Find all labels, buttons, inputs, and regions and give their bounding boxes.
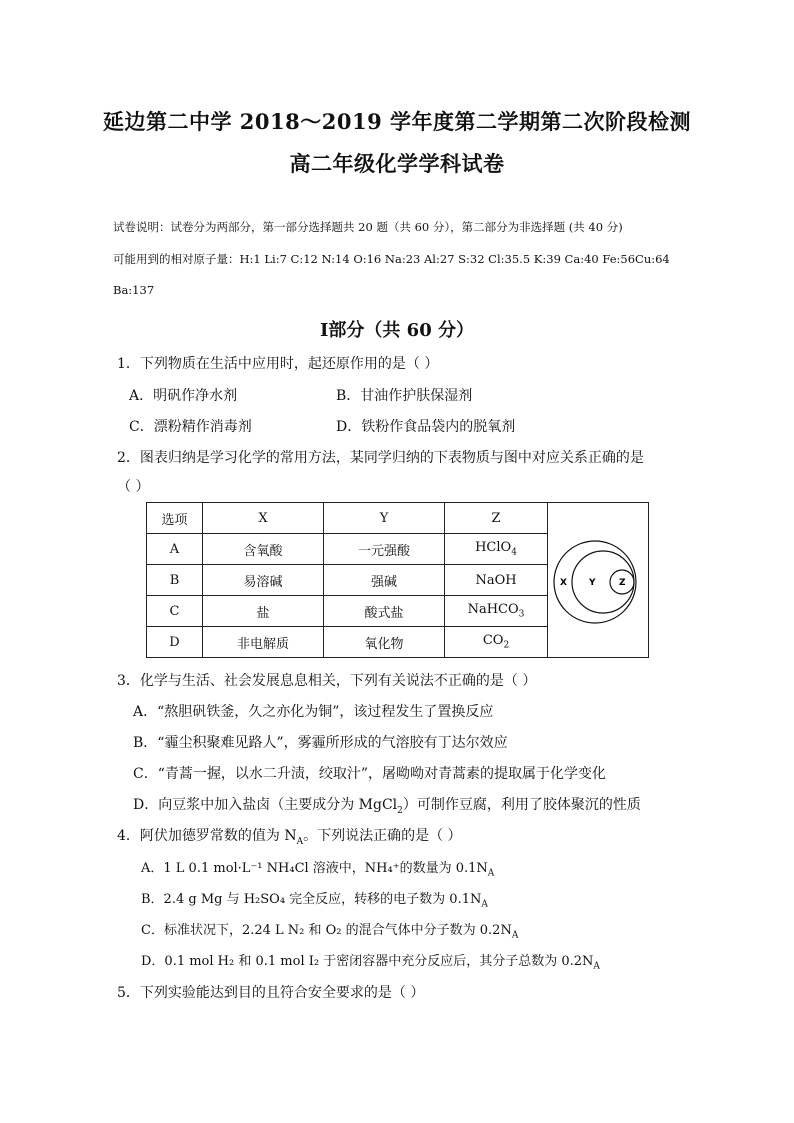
exam-instructions: 试卷说明：试卷分为两部分，第一部分选择题共 20 题（共 60 分），第二部分为非选择题 (共 40 分): [113, 220, 623, 234]
exam-title-line2: 高二年级化学学科试卷: [289, 151, 505, 176]
q4-stem: [117, 825, 462, 847]
table-cell: 氧化物: [324, 627, 445, 658]
q4-option-c-text: C．标准状况下，2.24 L N₂ 和 O₂ 的混合气体中分子数为 0.2N: [141, 923, 512, 938]
q4-option-d-text: D．0.1 mol H₂ 和 0.1 mol I₂ 于密闭容器中充分反应后，其分子总数为 0.2N: [141, 954, 594, 969]
formula: HClO: [475, 540, 512, 556]
venn-label-x: X: [560, 578, 567, 588]
q3-option-a: A．“熬胆矾铁釜，久之亦化为铜”，该过程发生了置换反应: [133, 704, 494, 720]
table-cell: D: [147, 627, 203, 658]
q4-option-a: [141, 857, 494, 879]
table-cell: [445, 534, 548, 565]
q4-option-a-text: A．1 L 0.1 mol·L⁻¹ NH₄Cl 溶液中，NH₄⁺的数量为 0.1N: [141, 861, 488, 876]
q1-option-b: B．甘油作护肤保湿剂: [336, 388, 473, 404]
formula-sub: 2: [397, 805, 403, 816]
venn-diagram: [546, 503, 645, 661]
table-cell: 盐: [203, 596, 324, 627]
table-cell: C: [147, 596, 203, 627]
q3-option-b: B．“霾尘积聚难见路人”，雾霾所形成的气溶胶有丁达尔效应: [133, 735, 508, 751]
table-header: Z: [445, 503, 548, 534]
formula: NaOH: [475, 572, 517, 588]
table-header: 选项: [147, 503, 203, 534]
q4-option-b-text: B．2.4 g Mg 与 H₂SO₄ 完全反应，转移的电子数为 0.1N: [141, 892, 482, 907]
formula-sub: A: [593, 961, 600, 972]
q2-stem-cont: （ ）: [117, 479, 150, 495]
table-cell: B: [147, 565, 203, 596]
q1-stem: 1．下列物质在生活中应用时，起还原作用的是（ ）: [117, 356, 439, 372]
table-cell: [445, 596, 548, 627]
formula-sub: 3: [518, 609, 525, 620]
exam-title-line1: 延边第二中学 2018～2019 学年度第二学期第二次阶段检测: [102, 109, 691, 134]
venn-label-z: Z: [619, 578, 626, 588]
q3-stem: 3．化学与生活、社会发展息息相关，下列有关说法不正确的是（ ）: [117, 673, 537, 689]
table-cell: 一元强酸: [324, 534, 445, 565]
q1-option-c: C．漂粉精作消毒剂: [129, 419, 252, 435]
q4-option-d: [141, 950, 600, 972]
formula: CO: [482, 633, 504, 649]
q2-stem: 2．图表归纳是学习化学的常用方法，某同学归纳的下表物质与图中对应关系正确的是: [117, 450, 644, 466]
table-header: X: [203, 503, 324, 534]
q3-option-d-pre: D．向豆浆中加入盐卤（主要成分为 MgCl: [133, 797, 398, 813]
table-header: Y: [324, 503, 445, 534]
formula-sub: A: [296, 836, 304, 847]
table-cell: 强碱: [324, 565, 445, 596]
table-cell: [445, 627, 548, 658]
table-cell: 酸式盐: [324, 596, 445, 627]
q4-option-c: [141, 919, 518, 941]
table-cell: 非电解质: [203, 627, 324, 658]
table-cell: A: [147, 534, 203, 565]
formula-sub: A: [481, 899, 488, 910]
section-title: Ⅰ部分（共 60 分）: [319, 320, 474, 341]
formula-sub: A: [511, 930, 519, 941]
q4-option-b: [141, 888, 488, 910]
atomic-masses-cont: Ba:137: [113, 283, 155, 297]
table-cell: 易溶碱: [203, 565, 324, 596]
q3-option-c: C．“青蒿一握，以水二升渍，绞取汁”，屠呦呦对青蒿素的提取属于化学变化: [133, 766, 607, 782]
q1-option-d: D．铁粉作食品袋内的脱氧剂: [336, 419, 516, 435]
formula: NaHCO: [467, 602, 519, 618]
formula-sub: 2: [503, 640, 510, 651]
q4-stem-post: 。下列说法正确的是（ ）: [303, 828, 462, 844]
table-cell: [445, 565, 548, 596]
q4-stem-pre: 4．阿伏加德罗常数的值为 N: [117, 828, 297, 844]
q1-option-a: A．明矾作净水剂: [129, 388, 238, 404]
q3-option-d: [133, 794, 641, 816]
atomic-masses: 可能用到的相对原子量：H:1 Li:7 C:12 N:14 O:16 Na:23 Al:27 S:32 Cl:35.5 K:39 Ca:40 Fe:56Cu:64: [113, 252, 670, 266]
formula-sub: A: [487, 868, 495, 879]
table-cell: 含氧酸: [203, 534, 324, 565]
venn-label-y: Y: [589, 578, 596, 588]
q5-stem: 5．下列实验能达到目的且符合安全要求的是（ ）: [117, 985, 425, 1001]
formula-sub: 4: [511, 547, 517, 558]
q3-option-d-post: ）可制作豆腐，利用了胶体聚沉的性质: [402, 797, 641, 813]
